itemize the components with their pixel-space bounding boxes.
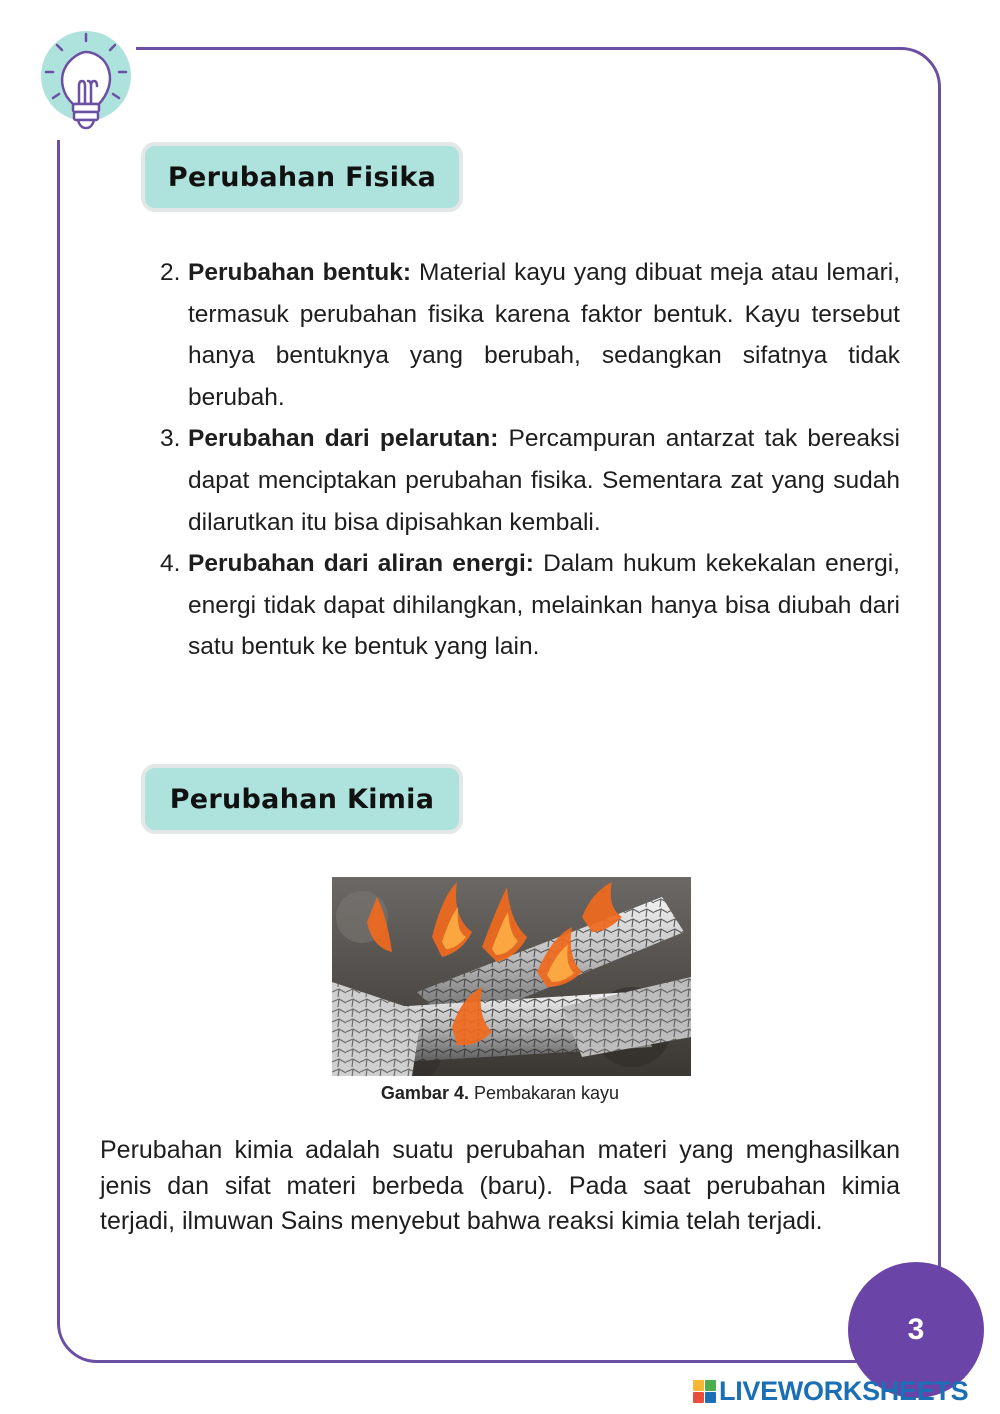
- section-title-chemical: Perubahan Kimia: [169, 783, 435, 815]
- list-number: 3.: [160, 425, 181, 453]
- chemical-change-paragraph: Perubahan kimia adalah suatu perubahan materi yang menghasilkan jenis dan sifat materi berbeda (baru). Pada saat perubahan kimia terjadi, ilmuwan Sains menyebut bahwa reaksi kimia telah terjadi.: [100, 1136, 900, 1235]
- list-number: 2.: [160, 259, 181, 286]
- list-text: Dalam hukum kekekalan energi, energi tidak dapat dihilangkan, melainkan hanya bisa diubah dari satu bentuk ke bentuk yang lain.: [188, 550, 900, 661]
- lightbulb-icon: [36, 28, 136, 140]
- list-item: [160, 543, 900, 668]
- section-heading-physical: [141, 142, 463, 212]
- page-number: 3: [907, 1313, 925, 1346]
- figure-caption: [200, 1083, 800, 1104]
- figure-label: Gambar 4.: [380, 1083, 469, 1103]
- figure-caption-text: Pembakaran kayu: [468, 1083, 620, 1103]
- section-heading-chemical: [141, 764, 463, 834]
- list-text: Material kayu yang dibuat meja atau lemari, termasuk perubahan fisika karena faktor bentuk. Kayu tersebut hanya bentuknya yang berubah, sedangkan sifatnya tidak berubah.: [188, 259, 900, 411]
- brand-name: LIVEWORKSHEETS: [719, 1375, 969, 1406]
- list-text: Percampuran antarzat tak bereaksi dapat menciptakan perubahan fisika. Sementara zat yang sudah dilarutkan itu bisa dipisahkan kembali.: [188, 425, 900, 536]
- list-item: [160, 418, 900, 543]
- list-term: Perubahan dari aliran energi:: [188, 550, 534, 578]
- list-item: [160, 252, 900, 418]
- list-term: Perubahan bentuk:: [188, 259, 412, 286]
- list-term: Perubahan dari pelarutan:: [188, 425, 499, 453]
- burning-wood-photo: [332, 877, 691, 1076]
- brand-logo-icon: [693, 1380, 716, 1403]
- section-title-physical: Perubahan Fisika: [167, 161, 437, 193]
- list-number: 4.: [160, 550, 181, 578]
- liveworksheets-brand[interactable]: [693, 1374, 968, 1408]
- physical-change-list: [160, 252, 900, 668]
